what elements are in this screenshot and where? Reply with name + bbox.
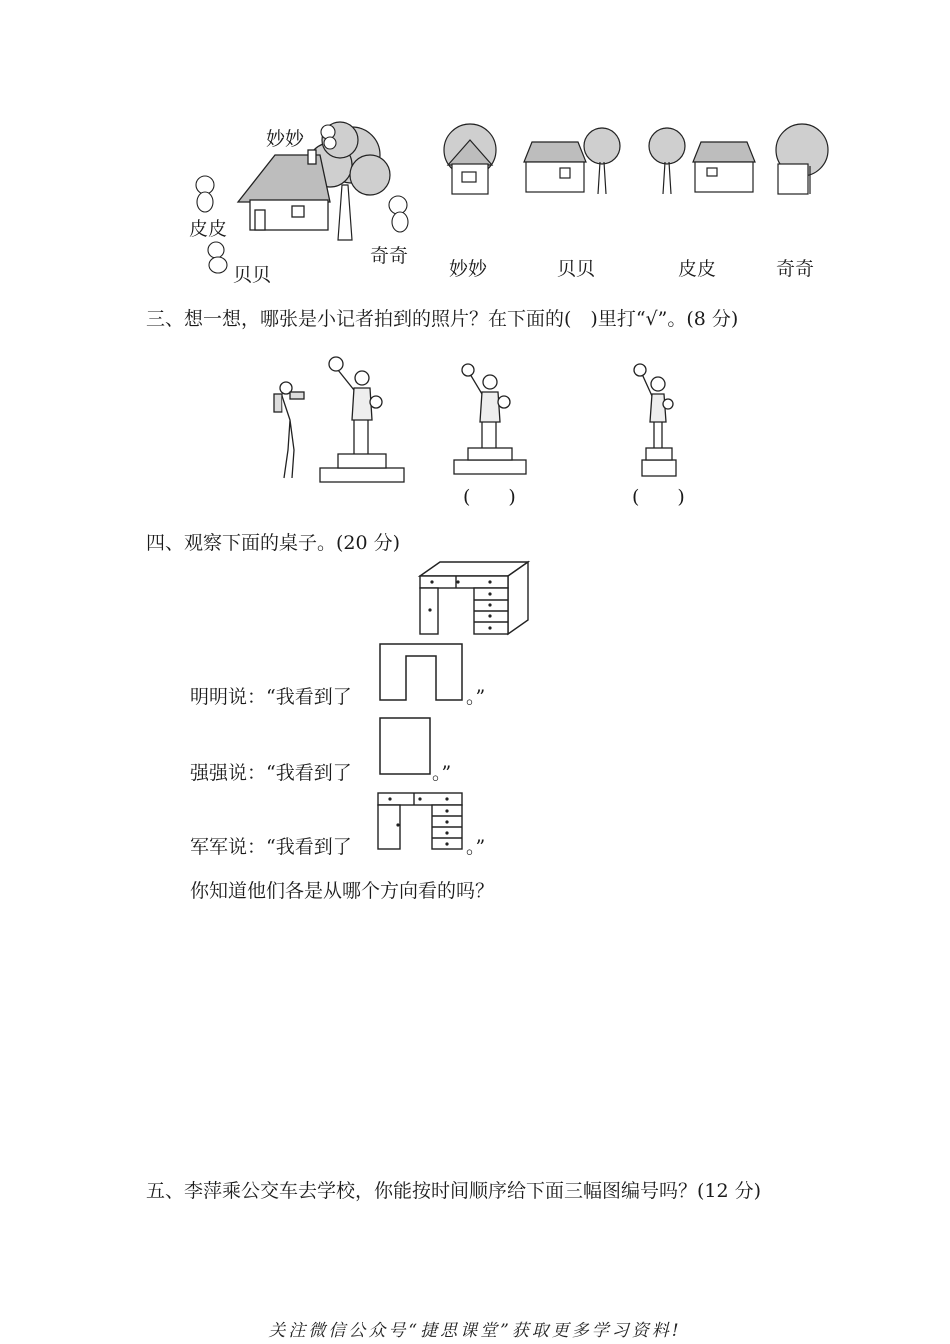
question-3-text: 三、想一想，哪张是小记者拍到的照片？在下面的( )里打“√”。(8 分) xyxy=(146,308,739,330)
question-4-text: 四、观察下面的桌子。(20 分) xyxy=(146,532,401,554)
question-5-text: 五、李萍乘公交车去学校，你能按时间顺序给下面三幅图编号吗？(12 分) xyxy=(146,1180,762,1202)
house-icon xyxy=(238,150,330,230)
view-label-1: 妙妙 xyxy=(449,258,488,280)
qiangqiang-view-drawing xyxy=(378,716,432,776)
view-qiqi-drawing xyxy=(770,122,830,200)
view-beibei-drawing xyxy=(520,124,630,199)
footer-note: 关注微信公众号“捷思课堂”获取更多学习资料! xyxy=(268,1321,682,1341)
desk-3d-drawing xyxy=(418,560,532,638)
qiangqiang-speech-prefix: 强强说：“我看到了 xyxy=(190,762,352,784)
mingming-speech-prefix: 明明说：“我看到了 xyxy=(190,686,352,708)
view-miaomiao-drawing xyxy=(440,120,500,200)
photo-option-2-drawing xyxy=(628,360,688,478)
junjun-view-drawing xyxy=(376,791,464,851)
question-4-prompt: 你知道他们各是从哪个方向看的吗？ xyxy=(190,880,495,902)
answer-paren-1[interactable]: ( ) xyxy=(463,486,516,508)
view-label-2: 贝贝 xyxy=(557,258,596,280)
junjun-speech-suffix: 。” xyxy=(466,836,486,858)
view-label-3: 皮皮 xyxy=(678,258,717,280)
answer-paren-2[interactable]: ( ) xyxy=(632,486,685,508)
scene-illustration xyxy=(0,0,950,290)
view-label-4: 奇奇 xyxy=(776,258,815,280)
photographer-scene-drawing xyxy=(268,350,418,485)
mingming-view-drawing xyxy=(378,642,464,702)
junjun-speech-prefix: 军军说：“我看到了 xyxy=(190,836,352,858)
label-pipi: 皮皮 xyxy=(189,218,228,240)
photo-option-1-drawing xyxy=(450,360,530,476)
label-qiqi: 奇奇 xyxy=(370,245,409,267)
qiangqiang-speech-suffix: 。” xyxy=(432,762,452,784)
mingming-speech-suffix: 。” xyxy=(466,686,486,708)
label-miaomiao: 妙妙 xyxy=(266,128,305,150)
view-pipi-drawing xyxy=(645,124,760,199)
label-beibei: 贝贝 xyxy=(233,264,272,286)
